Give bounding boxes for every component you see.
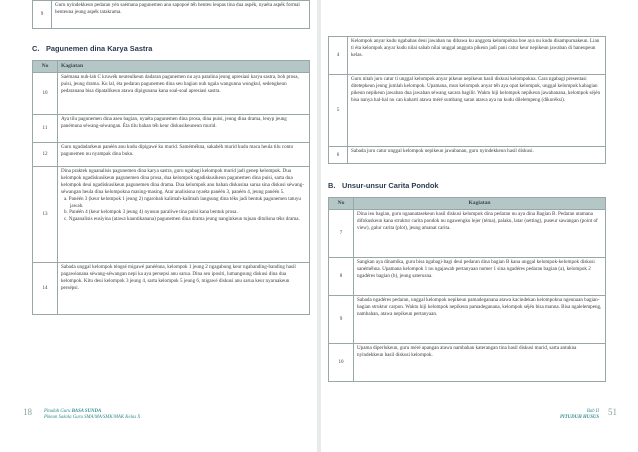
col-no-header: No xyxy=(329,198,354,210)
row-text: Saémana nuh-lah C kruwék neuteulkeun dadaran pagunemen nu aya patalina jeung apresiasi karya sastra, boh prosa, puisi, jeung drama. Ku lal, éta pedaran pagunemen dina seu bagian nuh ngala wangunna wungkul, sedengkeun pedaranana bisa dipatalikeun atawa dipigunana kana soal-soal apresiasi sastra. xyxy=(58,73,310,115)
footer-section: PITUDUH HUSUS xyxy=(559,414,599,420)
left-activity-table xyxy=(32,60,310,315)
row-text: Sabada ngadéres pedaran, unggal kelompok nepikeun pamadeganana atawa kacindekan kelompokna ngeunaan bagian-bagian struktur carpon. Waktu hiji kelompok nepikeun pamadeganana, kelompok séjén bisa manna. Bisa ngalelempeng, nambahan, atawa nepikeun pertanyaan. xyxy=(354,296,606,344)
row-text: Sabada juru catur unggal kelompok nepikeun jawabanan, guru nyindekkeun hasil diskusi. xyxy=(348,147,606,164)
section-letter: C. xyxy=(32,44,40,53)
row-number: 14 xyxy=(33,263,58,315)
row-number: 5 xyxy=(329,75,348,147)
section-title: Pagunemen dina Karya Sastra xyxy=(46,44,153,53)
row-text: Kelompok anyar kudu ngabahas deui jawaban nu dibawa ku anggota kelompokna boe aya nu kudu disampurnakeun. Lian ti éta kelompok anyar kudu nilai sabab nilai unggal anggota pikeun jadi pani catur keur nepikeun jawaban di haneupeun kelas. xyxy=(348,37,606,75)
col-no-header: No xyxy=(33,61,58,73)
row-number: 10 xyxy=(329,344,354,382)
list-item: c. Ngaanalisis eusiyina (atawa kauntikanana) pagunemen dina drama jeung nanginkeun tujuan ditulisna téks drama. xyxy=(64,216,300,223)
left-top-table xyxy=(32,0,310,29)
footer-book-title: BASA SUNDA xyxy=(71,409,102,414)
left-page xyxy=(0,0,317,452)
table-row xyxy=(329,210,606,258)
section-heading-b xyxy=(328,181,439,190)
row-number: 13 xyxy=(33,167,58,263)
list-item: a. Panéén 3 (keur kelompok 1 jeung 2) ngarobah kalimah-kalimah langsung dina téks jadi bentuk pagunemen tatuyu jawab. xyxy=(64,195,301,209)
row-number: 4 xyxy=(329,37,348,75)
table-row xyxy=(329,258,606,296)
row-text-with-list xyxy=(58,167,310,263)
footer-chapter: Bab II xyxy=(586,409,599,414)
footer-subtitle: Pikeun Sakola Guru SMA/MA/SMK/MAK Kelas X xyxy=(44,414,141,420)
left-footer xyxy=(44,409,140,420)
row-number: 12 xyxy=(33,143,58,167)
row-text: Upama diperlukeun, guru méré apangan atawa nambahan katerangan tina hasil diskusi murid, sarta antukna nyindekkeun hasil diskusi kelompok. xyxy=(354,344,606,382)
row-text: Dina ieu bagian, guru ngaanatasekeun hasil diskusi kelompok dina pedaran nu aya dina Bagian B. Pedaran utamana difokuskeun kana struktur carita pondok nu ngawengku lejer (téma), palaku, latar (setting), puseur sawangan (point of view), galur carita (plot), jeung amanat carita. xyxy=(354,210,606,258)
col-kegiatan-header: Kagiatan xyxy=(58,61,310,73)
row-text: Aya tilu pagunemen dina aseu bagian, nyaéta pagunemen dina prosa, dina puisi, jeung dina drama, leuyp jeung panémuna séwang-séwangan. Éta tilu bahan téh keur diskusikeuneun murid. xyxy=(58,115,310,143)
table-row xyxy=(329,147,606,164)
row-text: Sabada unggal kelompok téngsé migawé panéénna, kelompok 1 jeung 2 ngagabung keur ngabanding-banding hasil pagawéanana séwang-séwangan nepi ka aya persepsi anu sarua. Dina seu ipositi, lumangsung diskusi dina dua kelompok. Kitu deui kelompok 3 jeung 4, sarta kelompok 5 jeung 6, migawé diskusi anu sarua keur nyaruakeun persépsi. xyxy=(58,263,310,315)
section-letter: B. xyxy=(328,181,336,190)
table-row xyxy=(329,75,606,147)
right-top-table xyxy=(328,36,606,164)
row-number: 10 xyxy=(33,73,58,115)
row-item-list xyxy=(61,196,306,224)
table-row xyxy=(329,37,606,75)
row-number: 6 xyxy=(329,147,348,164)
row-text: Guru nyindekkeun pedaran yén saémana pagunemen anu sapopoé téh henteu leupas tina dua aspék, nyaéta aspék formal henteuna jeung aspék tatakrama. xyxy=(52,1,310,29)
table-row xyxy=(329,296,606,344)
row-text: Dina praktek ngaanalisis pagunemen dina karya sastra, guru ngabagi kelompok murid jadi genep kelompok. Dua kelompok ngadiskusikeun pagunemen dina prosa, dua kelompok ngadiskusikeun pagunemen dina puisi, sarta dua kelompok deui ngadiskusikeun pagunemen dina drama. Dua kelompok anu bahan diskusina sarua sina diskusi séwang-séwangan heula dina kelompokna masing-masing. Atar analisisna nyaéta panéén 3, panéén 4, jeung panéén 5. xyxy=(61,168,304,195)
right-activity-table xyxy=(328,197,606,382)
row-number: 8 xyxy=(329,258,354,296)
table-row xyxy=(33,167,310,263)
table-row xyxy=(33,263,310,315)
page-number: 18 xyxy=(23,407,32,417)
right-footer xyxy=(545,409,599,420)
row-text: Guru ngadadarkeun panéén anu kudu dipigawé ku murid. Saméméhna, sakabéh murid kudu maca heula tilu conto pagunemen nu nyampak dina buku. xyxy=(58,143,310,167)
row-number: 11 xyxy=(33,115,58,143)
row-number: 9 xyxy=(33,1,52,29)
footer-prefix: Pituduh Guru xyxy=(44,409,72,414)
row-number: 7 xyxy=(329,210,354,258)
page-number: 51 xyxy=(608,407,617,417)
table-row xyxy=(33,73,310,115)
col-kegiatan-header: Kagiatan xyxy=(354,198,606,210)
table-row xyxy=(33,115,310,143)
list-item: b. Panéén 4 (keur kelompok 3 jeung 4) nyusun paraliwe tina puisi kana bentuk prosa. xyxy=(64,209,238,216)
right-page xyxy=(321,0,638,452)
row-number: 9 xyxy=(329,296,354,344)
section-heading-c xyxy=(32,44,152,53)
table-row xyxy=(33,143,310,167)
table-row xyxy=(329,344,606,382)
row-text: Sangkan aya dinamika, guru bisa ngabagi-bagi deui pedaran dina bagian B kana unggal kelompok-kelompok diskusi sanéméhna. Upamana kelompok 1 nu ngajawab pertanyaan nomer 1 sina ngadéres pedaran bagian (a), kelompok 2 ngadéres bagian (b), jeung saterusna. xyxy=(354,258,606,296)
row-text: Guru nitah juru catur ti unggal kelompok anyar pikeun nepikeun hasil diskusi kelompokna. Cara ngabagi presentasi ditetepkeun jeung jumlah kelompok. Upamana, mun kelompok anyar téh aya opat kelompok, unggal kelompok kabagian pikeun nepikeun jawaban dua jawaban séwang sacara bagilir. Waktu hiji kelompok nepikeun jawabanana, kelompok séjén bisa nanya hal-hal nu can kaharti atawa méré sumbang saran atawa aya nu kudu dilelempeng (dikoréksi). xyxy=(348,75,606,147)
section-title: Unsur-unsur Carita Pondok xyxy=(342,181,439,190)
